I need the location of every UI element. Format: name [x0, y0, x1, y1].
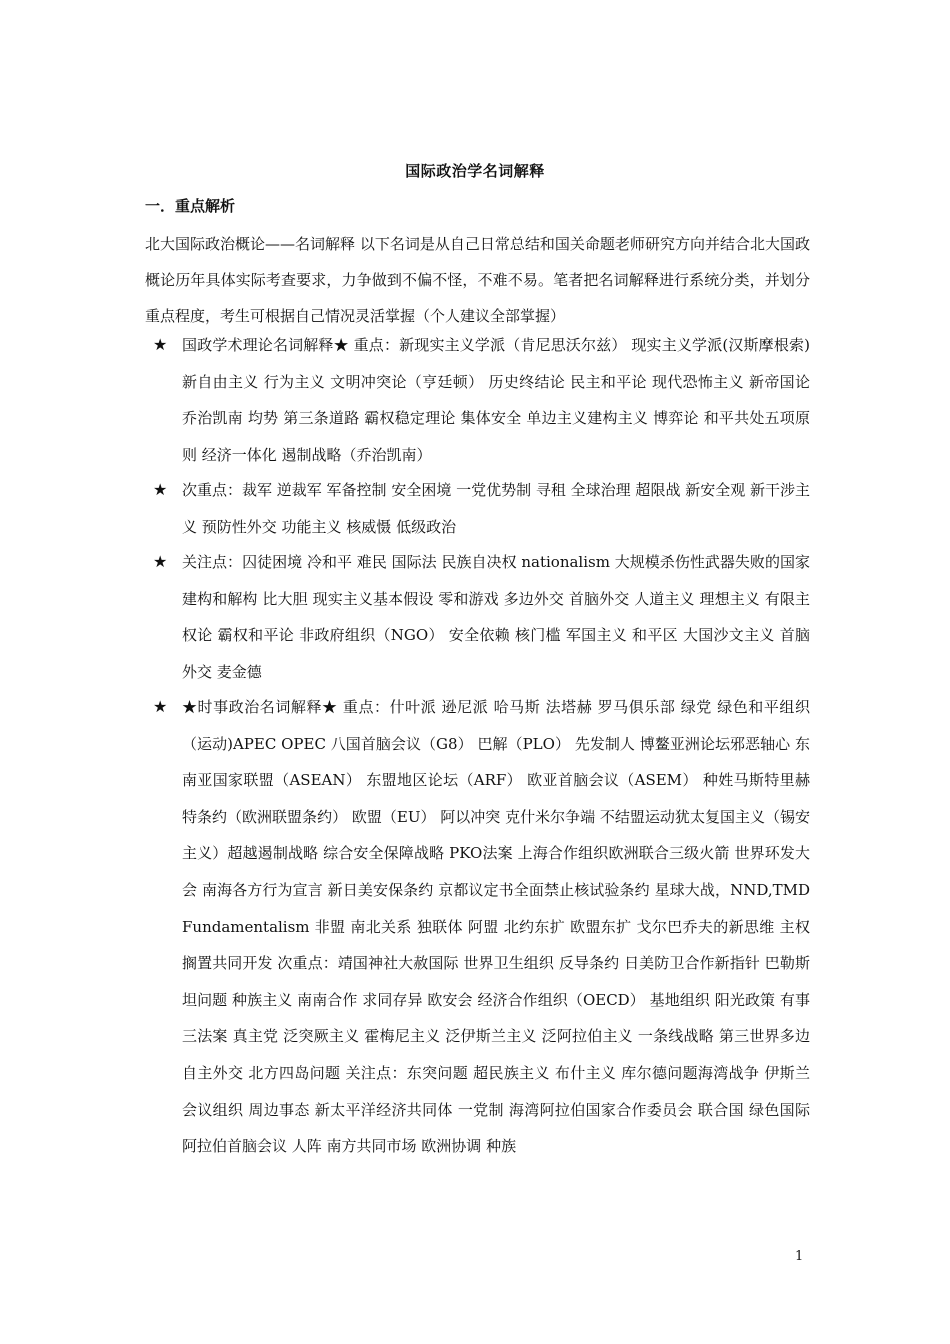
list-item — [145, 544, 810, 690]
list-item-text: 次重点：裁军 逆裁军 军备控制 安全困境 一党优势制 寻租 全球治理 超限战 新安全观 新干涉主义 预防性外交 功能主义 核威慑 低级政治 — [182, 481, 810, 536]
star-icon: ★ — [153, 552, 168, 571]
intro-paragraph: 北大国际政治概论——名词解释 以下名词是从自己日常总结和国关命题老师研究方向并结合北大国政概论历年具体实际考查要求，力争做到不偏不怪，不难不易。笔者把名词解释进行系统分类，并划分重点程度，考生可根据自己情况灵活掌握（个人建议全部掌握） — [145, 235, 810, 325]
page-number: 1 — [795, 1249, 804, 1264]
document-title: 国际政治学名词解释 — [405, 162, 545, 180]
section-heading: 一．重点解析 — [145, 197, 236, 215]
list-item — [145, 689, 810, 1165]
star-icon: ★ — [153, 335, 168, 354]
list-item-text: 关注点：囚徒困境 冷和平 难民 国际法 民族自决权 nationalism 大规模杀伤性武器失败的国家 建构和解构 比大胆 现实主义基本假设 零和游戏 多边外交 首脑外交 人道主义 理想主义 有限主权论 霸权和平论 非政府组织（NGO） 安全依赖 核门槛 军国主义 和平区 大国沙文主义 首脑外交 麦金德 — [182, 553, 810, 681]
list-item — [145, 472, 810, 545]
list-item — [145, 327, 810, 473]
star-icon: ★ — [153, 697, 168, 716]
star-icon: ★ — [153, 480, 168, 499]
list-item-text: ★时事政治名词解释★ 重点：什叶派 逊尼派 哈马斯 法塔赫 罗马俱乐部 绿党 绿色和平组织（运动)APEC OPEC 八国首脑会议（G8） 巴解（PLO） 先发制人 博鳌亚洲论坛邪恶轴心 东南亚国家联盟（ASEAN） 东盟地区论坛（ARF） 欧亚首脑会议（ASEM） 种姓马斯特里赫特条约（欧洲联盟条约） 欧盟（EU） 阿以冲突 克什米尔争端 不结盟运动犹太复国主义（锡安主义）超越遏制战略 综合安全保障战略 PKO法案 上海合作组织欧洲联合三级火箭 世界环发大会 南海各方行为宣言 新日美安保条约 京都议定书全面禁止核试验条约 星球大战，NND,TMD Fundamentalism 非盟 南北关系 独联体 阿盟 北约东扩 欧盟东扩 戈尔巴乔夫的新思维 主权搁置共同开发 次重点：靖国神社大赦国际 世界卫生组织 反导条约 日美防卫合作新指针 巴勒斯坦问题 种族主义 南南合作 求同存异 欧安会 经济合作组织（OECD） 基地组织 阳光政策 有事三法案 真主党 泛突厥主义 霍梅尼主义 泛伊斯兰主义 泛阿拉伯主义 一条线战略 第三世界多边自主外交 北方四岛问题 关注点：东突问题 超民族主义 布什主义 库尔德问题海湾战争 伊斯兰会议组织 周边事态 新太平洋经济共同体 一党制 海湾阿拉伯国家合作委员会 联合国 绿色国际 阿拉伯首脑会议 人阵 南方共同市场 欧洲协调 种族 — [182, 698, 810, 1156]
list-item-text: 国政学术理论名词解释★ 重点：新现实主义学派（肯尼思沃尔兹） 现实主义学派(汉斯摩根索) 新自由主义 行为主义 文明冲突论（亨廷顿） 历史终结论 民主和平论 现代恐怖主义 新帝国论 乔治凯南 均势 第三条道路 霸权稳定理论 集体安全 单边主义建构主义 博弈论 和平共处五项原则 经济一体化 遏制战略（乔治凯南） — [182, 336, 810, 464]
